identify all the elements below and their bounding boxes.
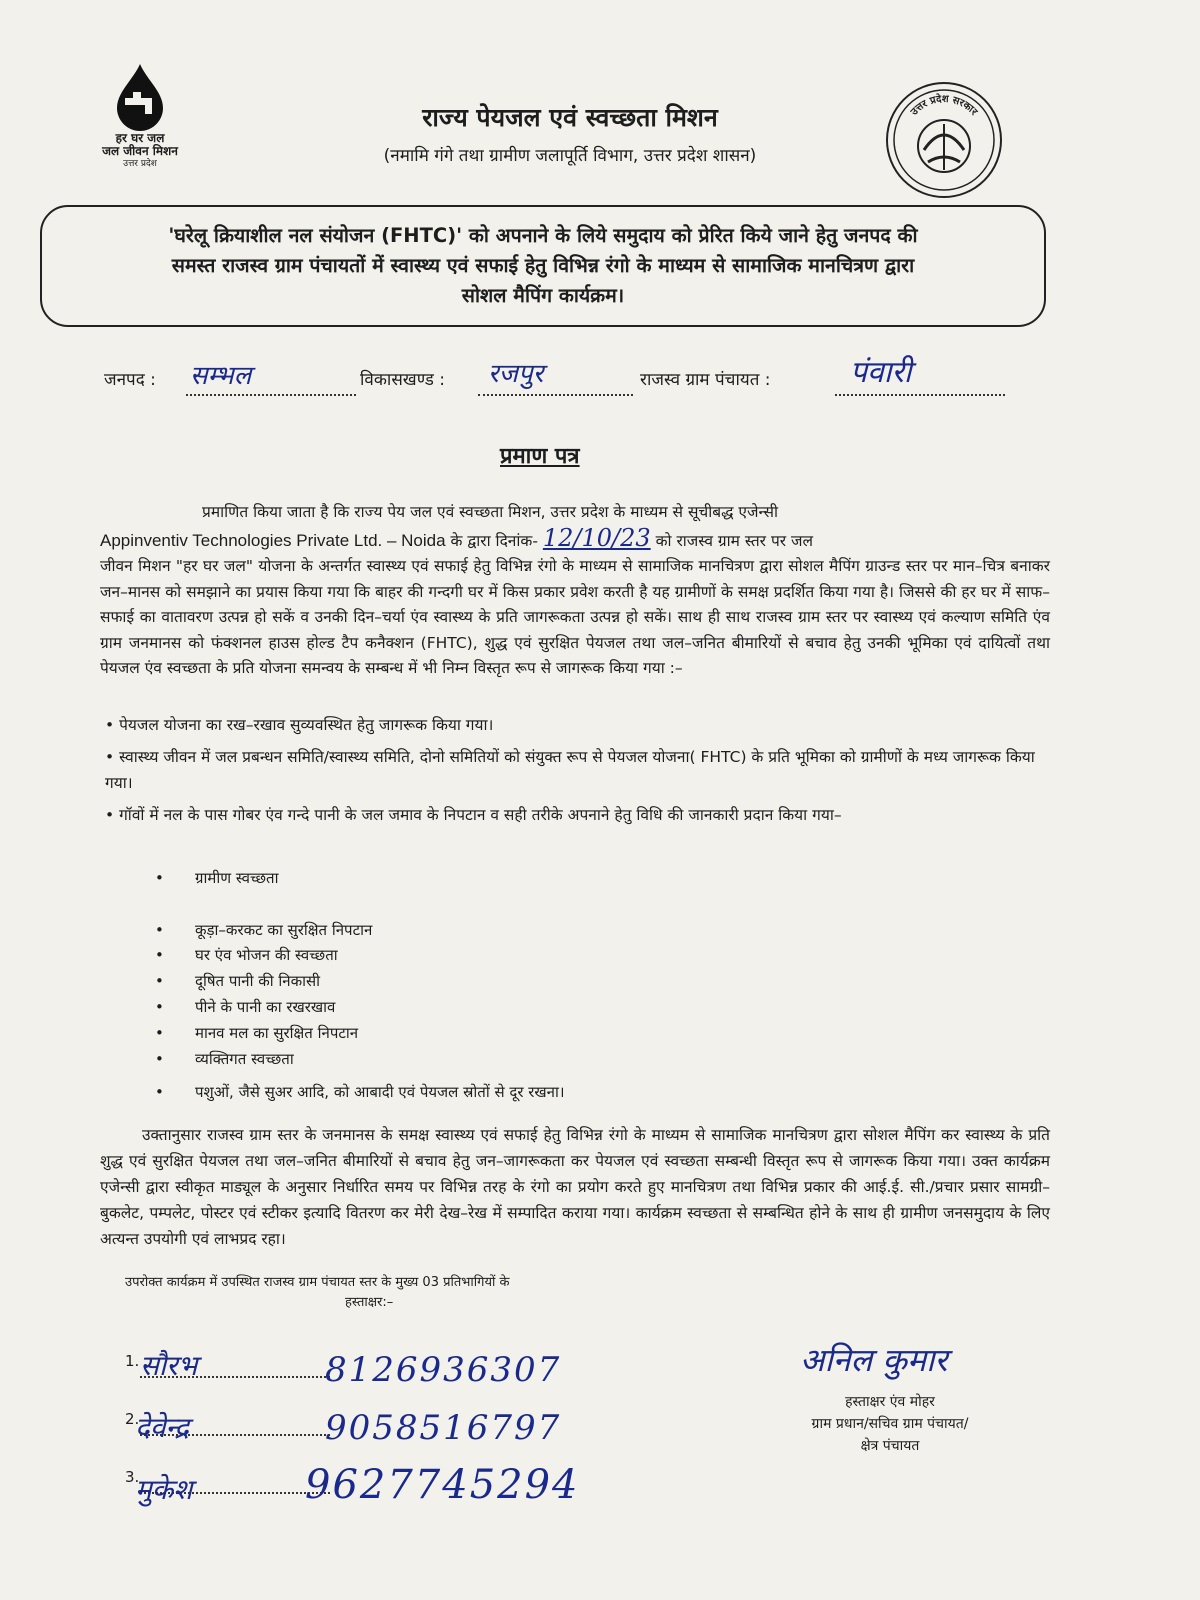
banner-line-3: सोशल मैपिंग कार्यक्रम।	[461, 284, 625, 307]
list-item: • ग्रामीण स्वच्छता	[155, 869, 279, 887]
body-after-date: को राजस्व ग्राम स्तर पर जल	[655, 531, 814, 550]
banner-line-2: समस्त राजस्व ग्राम पंचायतों में स्वास्थ्य एवं सफाई हेतु विभिन्न रंगो के माध्यम से सामाजिक मानचित्रण द्वारा	[171, 254, 915, 277]
har-ghar-jal-logo	[80, 60, 200, 171]
body-first-line: प्रमाणित किया जाता है कि राज्य पेय जल एवं स्वच्छता मिशन, उत्तर प्रदेश के माध्यम से सूचीबद्ध एजेन्सी	[202, 503, 778, 521]
bullet-item: • गॉवों में नल के पास गोबर एंव गन्दे पानी के जल जमाव के निपटान व सही तरीके अपनाने हेतु विधि की जानकारी प्रदान किया गया–	[105, 806, 842, 824]
page-subtitle: (नमामि गंगे तथा ग्रामीण जलापूर्ति विभाग, उत्तर प्रदेश शासन)	[383, 146, 757, 166]
participant-number: 2.	[125, 1410, 140, 1428]
agency-name: Appinventiv Technologies Private Ltd. – Noida	[100, 530, 446, 550]
participant-phone: 8126936307	[325, 1350, 562, 1390]
logo-line-3: उत्तर प्रदेश	[123, 159, 157, 169]
list-item: • पशुओं, जैसे सुअर आदि, को आबादी एवं पेयजल स्रोतों से दूर रखना।	[155, 1083, 565, 1102]
list-item: • घर एंव भोजन की स्वच्छता	[155, 946, 338, 965]
district-label: जनपद :	[104, 370, 156, 390]
participants-caption-2: हस्ताक्षर:–	[345, 1295, 394, 1310]
page-title: राज्य पेयजल एवं स्वच्छता मिशन	[422, 103, 718, 132]
certificate-heading: प्रमाण पत्र	[500, 444, 580, 469]
participant-phone: 9058516797	[325, 1408, 562, 1448]
water-drop-tap-icon	[105, 60, 175, 132]
district-value: सम्भल	[190, 361, 252, 391]
participant-number: 1.	[125, 1352, 140, 1370]
bullet-item: • पेयजल योजना का रख–रखाव सुव्यवस्थित हेतु जागरूक किया गया।	[105, 716, 494, 734]
list-item: • दूषित पानी की निकासी	[155, 972, 321, 991]
signatory-line-2: ग्राम प्रधान/सचिव ग्राम पंचायत/	[811, 1416, 969, 1432]
certificate-body	[100, 500, 1050, 682]
signatory-line-1: हस्ताक्षर एंव मोहर	[845, 1394, 935, 1410]
date-prefix: के द्वारा दिनांक-	[450, 531, 538, 550]
closing-paragraph: उक्तानुसार राजस्व ग्राम स्तर के जनमानस के समक्ष स्वास्थ्य एवं सफाई हेतु विभिन्न रंगो के माध्यम से सामाजिक मानचित्रण द्वारा सोशल मैपिंग कर स्वास्थ्य के प्रति शुद्ध एवं सुरक्षित पेयजल तथा जल–जनित बीमारियों से बचाव हेतु जन–जागरूकता कर पेयजल एवं स्वच्छता सम्बन्धी विस्तृत रूप से जागरूक किया गया। उक्त कार्यक्रम एजेन्सी द्वारा स्वीकृत माड्यूल के अनुसार निर्धारित समय पर विभिन्न तरह के रंगो का प्रयोग करते हुए मानचित्रण तथा विभिन्न प्रकार की आई.ई. सी./प्रचार प्रसार सामग्री–बुकलेट, पम्पलेट, पोस्टर एवं स्टीकर इत्यादि वितरण कर मेरी देख–रेख में सम्पादित कराया गया। कार्यक्रम स्वच्छता से सम्बन्धित होने के साथ ही ग्रामीण जनसमुदाय के लिए अत्यन्त उपयोगी एवं लाभप्रद रहा।	[100, 1126, 1050, 1248]
list-item: • पीने के पानी का रखरखाव	[155, 997, 336, 1016]
panchayat-value: पंवारी	[850, 355, 912, 390]
participant-signature: देवेन्द्र	[135, 1411, 189, 1444]
block-label: विकासखण्ड :	[360, 370, 446, 390]
logo-line-1: हर घर जल	[115, 131, 165, 145]
signatory-signature: अनिल कुमार	[800, 1341, 948, 1379]
banner-line-1: 'घरेलू क्रियाशील नल संयोजन (FHTC)' को अपनाने के लिये समुदाय को प्रेरित किये जाने हेतु जनपद की	[168, 224, 918, 247]
bullet-dot: •	[105, 806, 120, 824]
programme-banner	[40, 205, 1046, 327]
signatory-line-3: क्षेत्र पंचायत	[860, 1438, 920, 1454]
list-item: • मानव मल का सुरक्षित निपटान	[155, 1023, 359, 1042]
logo-line-2: जल जीवन मिशन	[102, 144, 178, 158]
participant-signature: सौरभ	[140, 1349, 198, 1382]
seal-emblem-icon	[884, 80, 1004, 200]
bullet-dot: •	[105, 748, 120, 766]
hygiene-topics-list	[155, 866, 565, 1106]
bullet-item: • स्वास्थ्य जीवन में जल प्रबन्धन समिति/स्वास्थ्य समिति, दोनो समितियों को संयुक्त रूप से पेयजल योजना( FHTC) के प्रति भूमिका को ग्रामीणों के मध्य जागरूक किया गया।	[105, 748, 1035, 792]
up-government-seal	[884, 80, 1004, 200]
participant-signature: मुकेश	[135, 1473, 193, 1506]
participants-caption: उपरोक्त कार्यक्रम में उपस्थित राजस्व ग्राम पंचायत स्तर के मुख्य 03 प्रतिभागियों के	[125, 1275, 510, 1290]
list-item: • कूड़ा–करकट का सुरक्षित निपटान	[155, 920, 373, 939]
body-rest: जीवन मिशन "हर घर जल" योजना के अन्तर्गत स्वास्थ्य एवं सफाई हेतु विभिन्न रंगो के माध्यम से सामाजिक मानचित्रण द्वारा सोशल मैपिंग ग्राउन्ड स्तर पर मान–चित्र बनाकर जन–मानस को समझाने का प्रयास किया गया कि बाहर की गन्दगी घर में किस प्रकार प्रवेश करती है यह ग्रामीणों के समक्ष प्रदर्शित किया गया है। जिससे की हर घर में साफ–सफाई का वातावरण उत्पन्न हो सकें व उनकी दिन–चर्या एंव स्वास्थ्य के प्रति जागरूकता उत्पन्न हो सकें। साथ ही साथ राजस्व ग्राम स्तर पर स्वास्थ्य एवं कल्याण समिति एंव ग्राम जनमानस को फंक्शनल हाउस होल्ड टैप कनैक्शन (FHTC), शुद्ध एवं सुरक्षित पेयजल तथा जल–जनित बीमारियों से बचाव हेतु उनकी भूमिका एवं दायित्वों तथा पेयजल एंव स्वच्छता के प्रति योजना समन्वय के सम्बन्ध में भी निम्न विस्तृत रूप से जागरूक किया गया :–	[100, 557, 1050, 677]
participant-phone: 9627745294	[305, 1462, 580, 1508]
body-agency-line	[100, 523, 1050, 555]
block-value: रजपुर	[488, 359, 544, 389]
list-item: • व्यक्तिगत स्वच्छता	[155, 1049, 294, 1068]
panchayat-label: राजस्व ग्राम पंचायत :	[640, 370, 771, 390]
participant-number: 3.	[125, 1468, 140, 1486]
seal-text: उत्तर प्रदेश सरकार	[908, 93, 980, 118]
bullet-dot: •	[105, 716, 120, 734]
date-value: 12/10/23	[542, 523, 651, 552]
list-item-spacer	[155, 892, 565, 918]
